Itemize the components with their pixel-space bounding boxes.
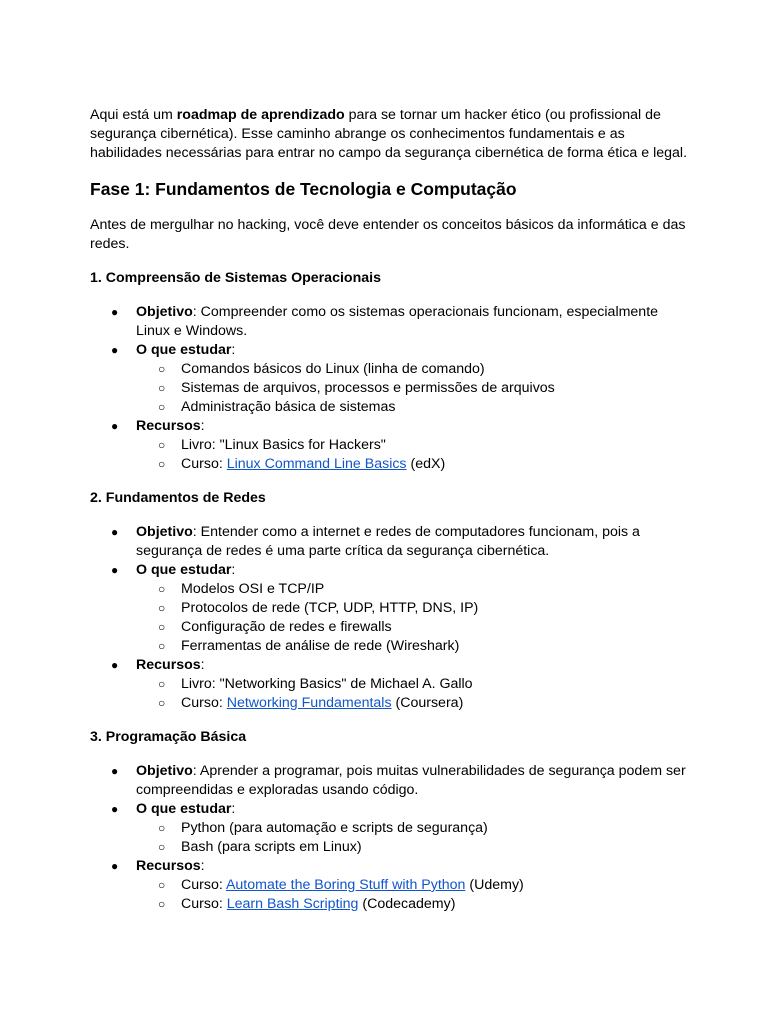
colon: : xyxy=(200,657,205,673)
resource-course xyxy=(136,876,690,895)
document-page xyxy=(90,106,690,929)
bullet-icon: ● xyxy=(111,563,119,577)
resource-course xyxy=(136,694,690,713)
course-suffix: (edX) xyxy=(406,456,446,472)
circle-bullet-icon: ○ xyxy=(158,677,166,691)
study-subitem xyxy=(136,360,690,379)
circle-bullet-icon: ○ xyxy=(158,639,166,653)
study-subitem-text: Sistemas de arquivos, processos e permissões de arquivos xyxy=(181,380,555,396)
section-2-list xyxy=(90,523,690,713)
resources-label: Recursos xyxy=(136,657,201,673)
study-sublist xyxy=(136,580,690,656)
study-subitem-text: Ferramentas de análise de rede (Wireshark) xyxy=(181,638,460,654)
study-subitem xyxy=(136,379,690,398)
resource-course xyxy=(136,895,690,914)
colon: : xyxy=(231,562,236,578)
colon: : xyxy=(200,418,205,434)
bullet-icon: ● xyxy=(111,343,119,357)
resources-sublist xyxy=(136,675,690,713)
intro-paragraph xyxy=(90,106,690,163)
networking-fundamentals-link[interactable]: Networking Fundamentals xyxy=(226,695,392,711)
intro-bold-text: roadmap de aprendizado xyxy=(176,107,345,123)
study-subitem xyxy=(136,838,690,857)
objective-label: Objetivo xyxy=(136,524,193,540)
resources-item xyxy=(90,417,690,474)
colon: : xyxy=(231,342,236,358)
study-subitem-text: Configuração de redes e firewalls xyxy=(181,619,392,635)
section-3-list xyxy=(90,762,690,914)
circle-bullet-icon: ○ xyxy=(158,457,166,471)
study-sublist xyxy=(136,819,690,857)
bullet-icon: ● xyxy=(111,419,119,433)
circle-bullet-icon: ○ xyxy=(158,362,166,376)
objective-text: : Aprender a programar, pois muitas vulnerabilidades de segurança podem ser compreendidas e exploradas usando código. xyxy=(136,763,686,798)
resources-label: Recursos xyxy=(136,418,201,434)
circle-bullet-icon: ○ xyxy=(158,601,166,615)
resource-book-text: Livro: "Linux Basics for Hackers" xyxy=(181,437,386,453)
circle-bullet-icon: ○ xyxy=(158,840,166,854)
circle-bullet-icon: ○ xyxy=(158,381,166,395)
objective-label: Objetivo xyxy=(136,304,193,320)
study-label: O que estudar xyxy=(136,562,232,578)
study-subitem xyxy=(136,580,690,599)
objective-item xyxy=(90,762,690,800)
resources-item xyxy=(90,857,690,914)
colon: : xyxy=(231,801,236,817)
circle-bullet-icon: ○ xyxy=(158,696,166,710)
circle-bullet-icon: ○ xyxy=(158,400,166,414)
linux-command-line-basics-link[interactable]: Linux Command Line Basics xyxy=(226,456,407,472)
circle-bullet-icon: ○ xyxy=(158,620,166,634)
objective-label: Objetivo xyxy=(136,763,193,779)
study-subitem xyxy=(136,819,690,838)
section-1-list xyxy=(90,303,690,474)
study-subitem-text: Comandos básicos do Linux (linha de comando) xyxy=(181,361,485,377)
circle-bullet-icon: ○ xyxy=(158,582,166,596)
study-subitem-text: Python (para automação e scripts de segurança) xyxy=(181,820,488,836)
bullet-icon: ● xyxy=(111,305,119,319)
course-suffix: (Codecademy) xyxy=(358,896,456,912)
section-1-heading: 1. Compreensão de Sistemas Operacionais xyxy=(90,270,381,286)
study-item xyxy=(90,561,690,656)
study-label: O que estudar xyxy=(136,342,232,358)
resources-item xyxy=(90,656,690,713)
section-2-heading: 2. Fundamentos de Redes xyxy=(90,490,266,506)
circle-bullet-icon: ○ xyxy=(158,438,166,452)
study-item xyxy=(90,800,690,857)
resources-label: Recursos xyxy=(136,858,201,874)
circle-bullet-icon: ○ xyxy=(158,878,166,892)
bullet-icon: ● xyxy=(111,525,119,539)
intro-text-end: para se tornar um hacker ético (ou profissional de segurança cibernética). Esse caminho abrange os conhecimentos fundamentais e as habilidades necessárias para entrar no campo da segurança cibernética de forma ética e legal. xyxy=(90,107,688,161)
resource-course xyxy=(136,455,690,474)
study-subitem xyxy=(136,637,690,656)
study-subitem-text: Modelos OSI e TCP/IP xyxy=(181,581,325,597)
study-subitem-text: Protocolos de rede (TCP, UDP, HTTP, DNS, IP) xyxy=(181,600,479,616)
circle-bullet-icon: ○ xyxy=(158,897,166,911)
bullet-icon: ● xyxy=(111,658,119,672)
automate-boring-stuff-link[interactable]: Automate the Boring Stuff with Python xyxy=(225,877,466,893)
study-sublist xyxy=(136,360,690,417)
study-subitem-text: Administração básica de sistemas xyxy=(181,399,396,415)
circle-bullet-icon: ○ xyxy=(158,821,166,835)
phase-1-heading: Fase 1: Fundamentos de Tecnologia e Computação xyxy=(90,179,517,199)
bullet-icon: ● xyxy=(111,802,119,816)
study-subitem xyxy=(136,599,690,618)
resource-book xyxy=(136,436,690,455)
study-subitem xyxy=(136,618,690,637)
resource-book-text: Livro: "Networking Basics" de Michael A. Gallo xyxy=(181,676,473,692)
section-3-heading: 3. Programação Básica xyxy=(90,729,247,745)
study-item xyxy=(90,341,690,417)
course-prefix: Curso: xyxy=(181,877,226,893)
course-prefix: Curso: xyxy=(181,896,227,912)
phase-1-description: Antes de mergulhar no hacking, você deve entender os conceitos básicos da informática e das redes. xyxy=(90,217,686,252)
course-suffix: (Coursera) xyxy=(391,695,464,711)
colon: : xyxy=(200,858,205,874)
objective-text: : Compreender como os sistemas operacionais funcionam, especialmente Linux e Windows. xyxy=(136,304,659,339)
learn-bash-scripting-link[interactable]: Learn Bash Scripting xyxy=(226,896,359,912)
course-prefix: Curso: xyxy=(181,456,227,472)
objective-item xyxy=(90,303,690,341)
course-prefix: Curso: xyxy=(181,695,227,711)
objective-item xyxy=(90,523,690,561)
resources-sublist xyxy=(136,436,690,474)
bullet-icon: ● xyxy=(111,859,119,873)
study-label: O que estudar xyxy=(136,801,232,817)
resources-sublist xyxy=(136,876,690,914)
study-subitem-text: Bash (para scripts em Linux) xyxy=(181,839,362,855)
bullet-icon: ● xyxy=(111,764,119,778)
objective-text: : Entender como a internet e redes de computadores funcionam, pois a segurança de redes é uma parte crítica da segurança cibernética. xyxy=(136,524,640,559)
intro-text-start: Aqui está um xyxy=(90,107,177,123)
course-suffix: (Udemy) xyxy=(465,877,524,893)
resource-book xyxy=(136,675,690,694)
study-subitem xyxy=(136,398,690,417)
